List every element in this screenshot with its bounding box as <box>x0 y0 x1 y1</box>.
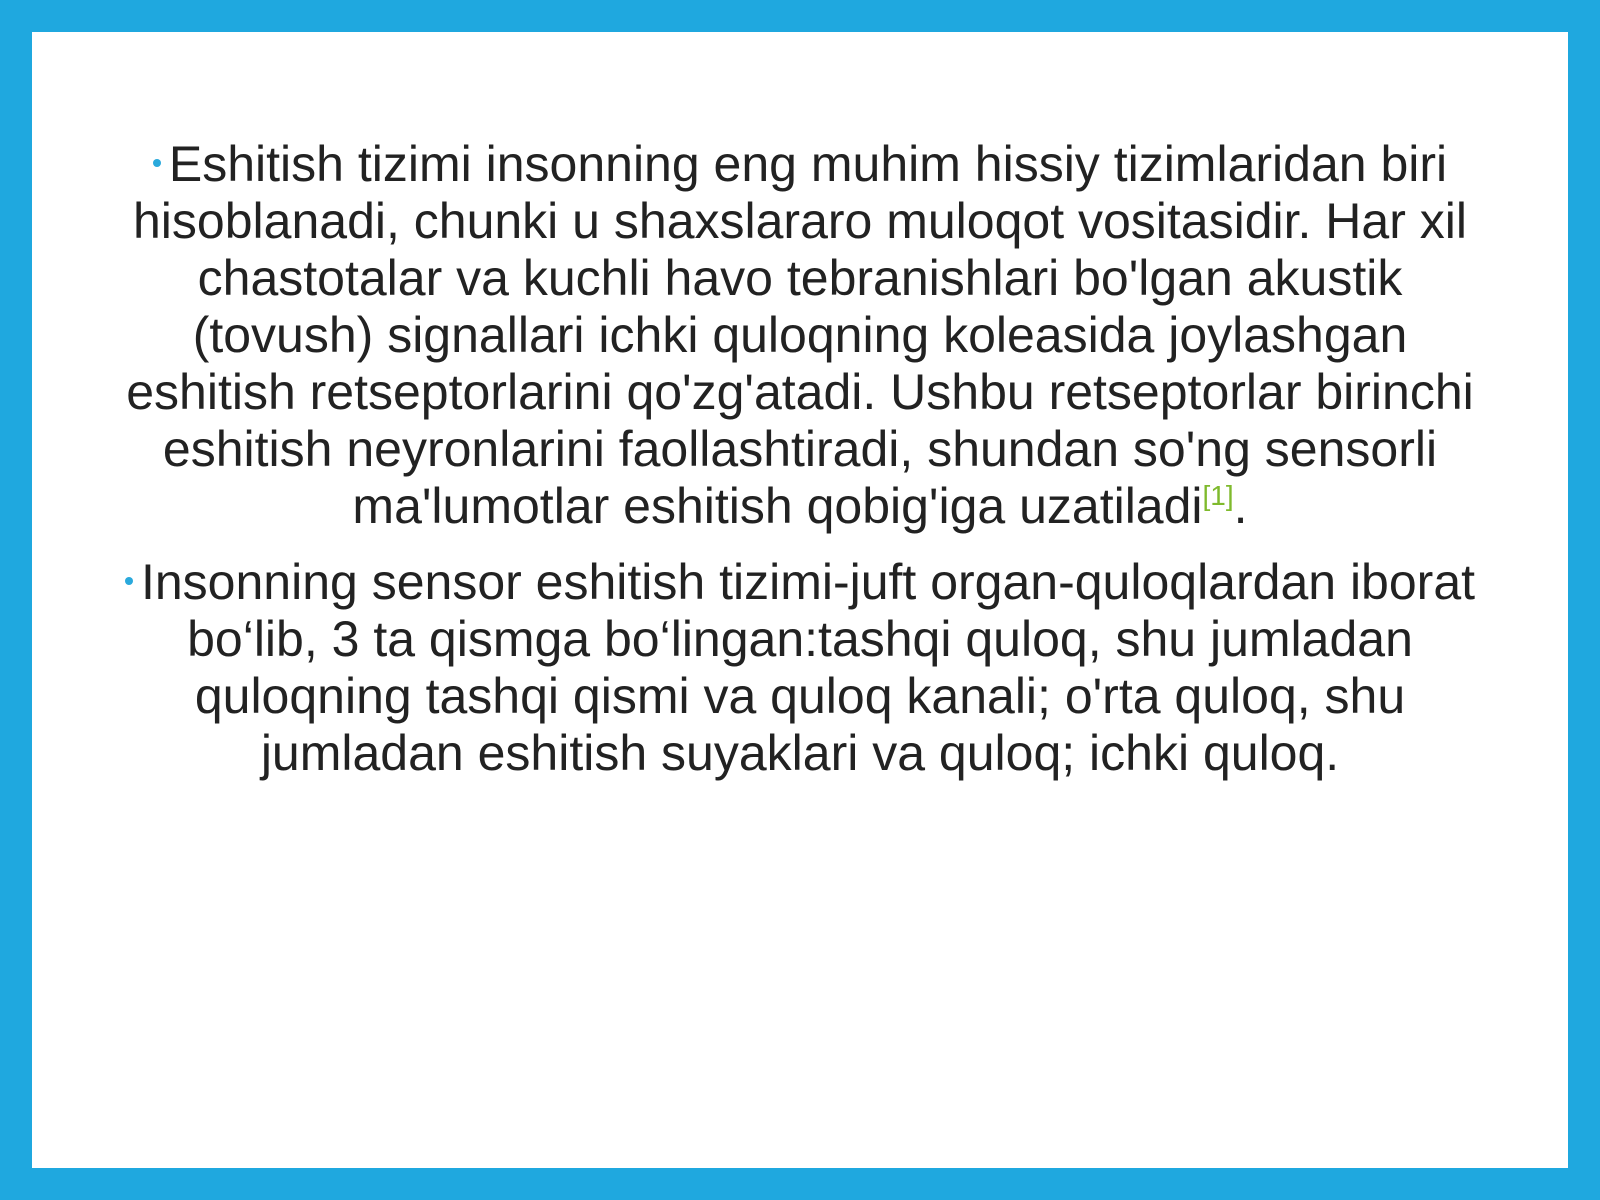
reference-link[interactable]: [1] <box>1202 480 1234 511</box>
slide <box>32 32 1568 1168</box>
paragraph-1-tail: . <box>1233 478 1248 534</box>
paragraph-2-text: Insonning sensor eshitish tizimi-juft organ-quloqlardan iborat bo‘lib, 3 ta qismga bo‘lingan:tashqi quloq, shu jumladan quloqning tashqi qismi va quloq kanali; o'rta quloq, shu jumladan eshitish suyaklari va quloq; ichki quloq. <box>140 554 1476 781</box>
paragraph-1-text: Eshitish tizimi insonning eng muhim hissiy tizimlaridan biri hisoblanadi, chunki u shaxslararo muloqot vositasidir. Har xil chastotalar va kuchli havo tebranishlari bo'lgan akustik (tovush) signallari ichki quloqning koleasida joylashgan eshitish retseptorlarini qo'zg'atadi. Ushbu retseptorlar birinchi eshitish neyronlarini faollashtiradi, shundan so'ng sensorli ma'lumotlar eshitish qobig'iga uzatiladi <box>126 136 1474 534</box>
bullet-paragraph-2 <box>122 554 1478 782</box>
bullet-paragraph-1 <box>122 136 1478 535</box>
bullet-dot-icon <box>125 577 133 585</box>
slide-content <box>122 136 1478 801</box>
bullet-dot-icon <box>153 159 161 167</box>
